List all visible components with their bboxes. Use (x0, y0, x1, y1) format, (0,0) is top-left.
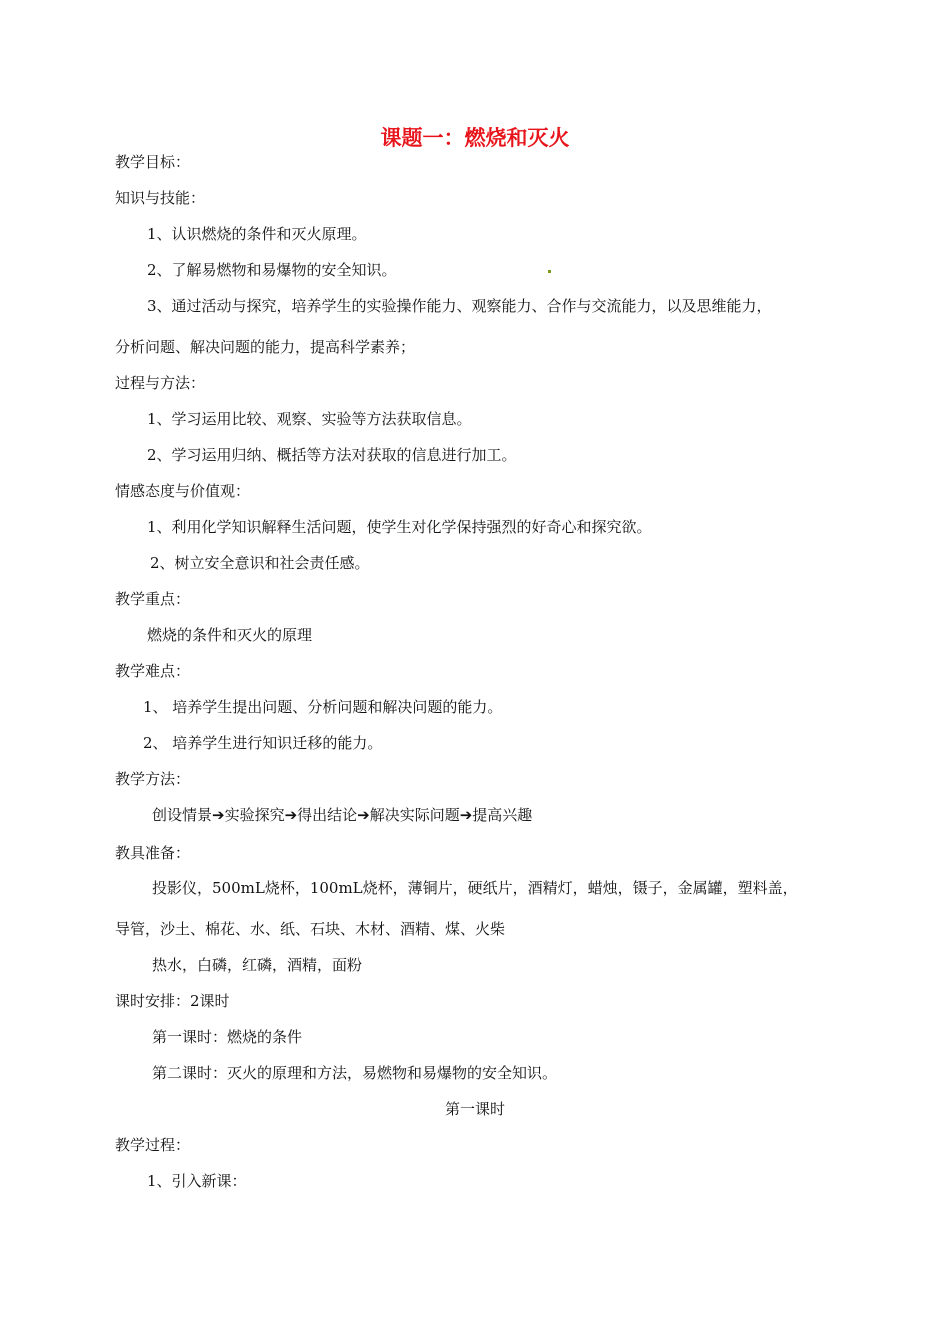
heading-difficulties: 教学难点： (115, 662, 191, 680)
process-item-1: 1、学习运用比较、观察、实验等方法获取信息。 (147, 410, 472, 428)
section-heading-lesson-1: 第一课时 (444, 1100, 505, 1118)
heading-teaching-objectives: 教学目标： (115, 153, 191, 171)
teaching-methods-flow: 创设情景➔实验探究➔得出结论➔解决实际问题➔提高兴趣 (152, 806, 533, 824)
heading-process-methods: 过程与方法： (115, 374, 206, 392)
attitude-item-1: 1、利用化学知识解释生活问题，使学生对化学保持强烈的好奇心和探究欲。 (147, 518, 652, 536)
document-title: 课题一：燃烧和灭火 (380, 126, 570, 150)
process-item-2: 2、学习运用归纳、概括等方法对获取的信息进行加工。 (147, 446, 517, 464)
process-step-1: 1、引入新课： (147, 1172, 247, 1190)
difficulty-item-1: 1、 培养学生提出问题、分析问题和解决问题的能力。 (143, 698, 503, 716)
difficulty-item-2: 2、 培养学生进行知识迁移的能力。 (143, 734, 383, 752)
objective-item-2: 2、了解易燃物和易爆物的安全知识。 (147, 261, 397, 279)
schedule-line: 课时安排：2课时 (115, 992, 230, 1010)
schedule-lesson-1: 第一课时：燃烧的条件 (152, 1028, 303, 1046)
teaching-aids-list-1: 投影仪，500mL烧杯，100mL烧杯，薄铜片，硬纸片，酒精灯，蜡烛，镊子，金属罐，塑料盖， (152, 879, 798, 897)
heading-teaching-aids: 教具准备： (115, 844, 191, 862)
decorative-dot (548, 270, 551, 273)
heading-teaching-methods: 教学方法： (115, 770, 191, 788)
objective-item-3-cont: 分析问题、解决问题的能力，提高科学素养； (115, 338, 416, 356)
objective-item-3: 3、通过活动与探究，培养学生的实验操作能力、观察能力、合作与交流能力，以及思维能力， (147, 297, 772, 315)
heading-attitudes-values: 情感态度与价值观： (115, 482, 251, 500)
attitude-item-2: 2、树立安全意识和社会责任感。 (150, 554, 370, 572)
teaching-aids-list-2: 导管，沙土、棉花、水、纸、石块、木材、酒精、煤、火柴 (115, 920, 506, 938)
heading-teaching-process: 教学过程： (115, 1136, 191, 1154)
teaching-aids-list-3: 热水，白磷，红磷，酒精，面粉 (152, 956, 363, 974)
objective-item-1: 1、认识燃烧的条件和灭火原理。 (147, 225, 367, 243)
key-point-text: 燃烧的条件和灭火的原理 (147, 626, 313, 644)
schedule-lesson-2: 第二课时：灭火的原理和方法，易燃物和易爆物的安全知识。 (152, 1064, 558, 1082)
heading-knowledge-skills: 知识与技能： (115, 189, 206, 207)
heading-key-points: 教学重点： (115, 590, 191, 608)
